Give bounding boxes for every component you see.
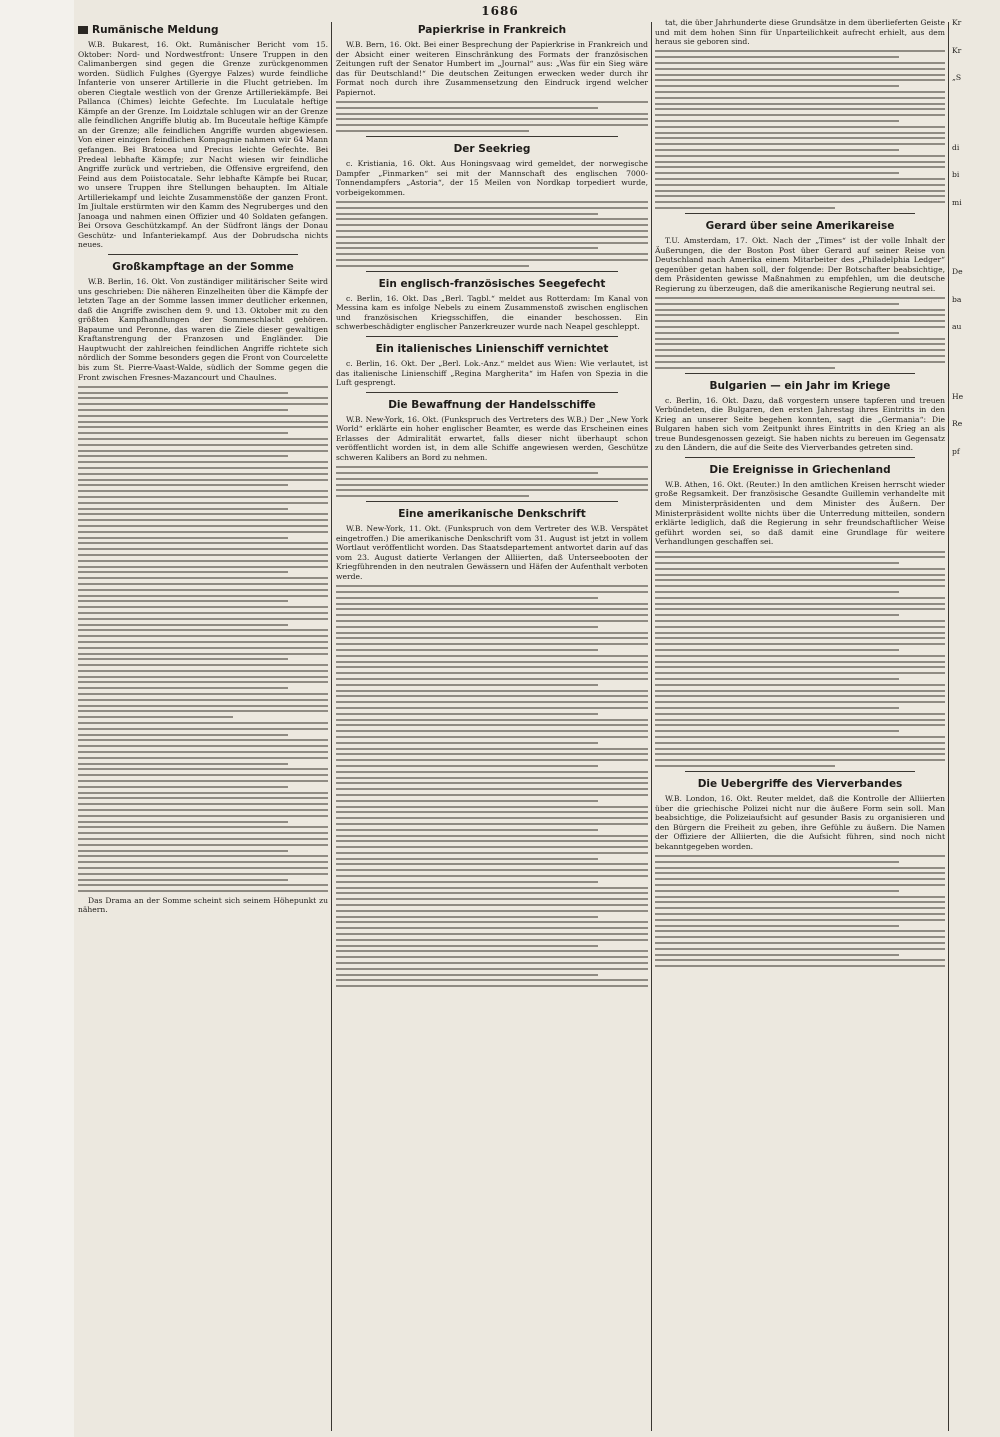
article-text: T.U. Amsterdam, 17. Okt. Nach der „Times“ ist der volle Inhalt der Äußerungen, die der Boston Post über Gerard auf seiner Reise von Deutschland nach Amerika einem Mitarbeiter des „Philadelphia Ledger“ gegenüber getan haben soll, der folgende: Der Botschafter beabsichtige, dem Präsidenten gewisse Maßnahmen zu empfehlen, um die deutsche Regierung zu überzeugen, daß die amerikanische Regierung neutral sei. (655, 235, 945, 293)
divider (366, 271, 618, 272)
divider (366, 136, 618, 137)
article-text: W.B. New-York, 11. Okt. (Funkspruch von dem Vertreter des W.B. Verspätet eingetroffen.) Die amerikanische Denkschrift vom 31. August ist jetzt in vollem Wortlaut veröffentlicht worden. Das Staatsdepartement antwortet darin auf das vom 23. August datierte Verlangen der Alliierten, daß Unterseebooten der Kriegführenden in den neutralen Gewässern und Häfen der Aufenthalt verboten werde. (336, 524, 648, 581)
article-continuation (655, 551, 945, 767)
article-continuation (336, 101, 648, 132)
article-continuation (655, 855, 945, 967)
headline-grosskampftage: Großkampftage an der Somme (112, 261, 294, 274)
headline-griechenland: Die Ereignisse in Griechenland (709, 463, 891, 476)
article-text: W.B. Athen, 16. Okt. (Reuter.) In den amtlichen Kreisen herrscht wieder große Regsamkeit. Der französische Gesandte Guillemin verhandelte mit dem Ministerpräsidenten und dem Minister des Äußern. Der Ministerpräsident wollte nichts über die Unterredung mitteilen, sondern erklärte lediglich, daß die Regierung in sehr freundschaftlicher Weise geführt worden sei, so daß damit eine Grundlage für weitere Verhandlungen geschaffen sei. (655, 479, 945, 547)
divider (685, 373, 915, 374)
article-text: tat, die über Jahrhunderte diese Grundsätze in dem überlieferten Geiste und mit dem hohen Sinn für Unparteilichkeit aufrecht erhielt, aus dem heraus sie geboren sind. (655, 18, 945, 47)
column-4-cutoff (952, 18, 1000, 1431)
page-margin (0, 0, 74, 1437)
edge-fragment: De (952, 267, 963, 277)
article-continuation (655, 50, 945, 209)
headline-bulgarien: Bulgarien — ein Jahr im Kriege (709, 379, 891, 392)
article-text: c. Berlin, 16. Okt. Das „Berl. Tagbl.“ meldet aus Rotterdam: Im Kanal von Messina kam es infolge Nebels zu einem Zusammenstoß zwischen englischen und französischen Kriegsschiffen, die einander beschossen. Ein schwerbeschädigter englischer Panzerkreuzer wurde nach Neapel geschleppt. (336, 293, 648, 332)
column-1 (78, 18, 328, 1431)
divider (366, 392, 618, 393)
article-continuation (78, 386, 328, 892)
divider (685, 457, 915, 458)
article-text: c. Berlin, 16. Okt. Dazu, daß vorgestern unsere tapferen und treuen Verbündeten, die Bulgaren, den ersten Jahrestag ihres Eintritts in den Krieg an unserer Seite begehen konnten, sagt die „Germania“: Die Bulgaren haben sich vom Zeitpunkt ihres Eintritts in den Krieg an als treue Bundesgenossen gezeigt. Sie haben nichts zu bereuen im Gegensatz zu den Ländern, die auf die Seite des Vierverbandes getreten sind. (655, 395, 945, 453)
headline-linienschiff: Ein italienisches Linienschiff vernichtet (375, 343, 609, 355)
page-number: 1686 (481, 4, 519, 18)
column-rule (331, 22, 332, 1431)
edge-fragment: pf (952, 447, 960, 457)
edge-fragment: Kr (952, 18, 962, 27)
headline-rumaenische-meldung: Rumänische Meldung (78, 24, 328, 36)
article-continuation (655, 297, 945, 369)
column-2 (336, 18, 648, 1431)
article-text: W.B. New-York, 16. Okt. (Funkspruch des Vertreters des W.B.) Der „New York World“ erklärte ein hoher englischer Beamter, es werde das Erscheinen eines Erlasses der Admiralität erwartet, falls dieser nicht überhaupt schon veröffentlicht worden ist, in dem alle Schiffe angewiesen werden, Geschütze schweren Kalibers an Bord zu nehmen. (336, 414, 648, 462)
article-continuation (336, 201, 648, 267)
headline-seegefecht: Ein englisch-französisches Seegefecht (378, 277, 606, 290)
headline-uebergriffe: Die Uebergriffe des Vierverbandes (697, 777, 903, 790)
article-text: c. Berlin, 16. Okt. Der „Berl. Lok.-Anz.“ meldet aus Wien: Wie verlautet, ist das italienische Linienschiff „Regina Margherita“ im Hafen von Spezia in die Luft gesprengt. (336, 359, 648, 388)
headline-bewaffnung: Die Bewaffnung der Handelsschiffe (388, 398, 596, 411)
divider (366, 336, 618, 337)
article-continuation (336, 466, 648, 497)
headline-gerard: Gerard über seine Amerikareise (705, 219, 895, 232)
divider (685, 213, 915, 214)
edge-fragments (952, 18, 1000, 457)
article-text: W.B. Bern, 16. Okt. Bei einer Besprechung der Papierkrise in Frankreich und der Absicht einer weiteren Einschränkung des Formats der französischen Zeitungen ruft der Senator Humbert im „Journal“ aus: „Was für ein Sieg wäre das für Deutschland!“ Die deutschen Zeitungen erwecken weder durch ihr Format noch durch ihre Zusammensetzung den Eindruck irgend welcher Papiernot. (336, 40, 648, 97)
edge-fragment: di (952, 142, 960, 152)
divider (366, 501, 618, 502)
divider (685, 771, 915, 772)
edge-fragment: „S (952, 73, 962, 83)
article-text: c. Kristiania, 16. Okt. Aus Honingsvaag wird gemeldet, der norwegische Dampfer „Finmarken“ sei mit der Mannschaft des englischen 7000-Tonnendampfers „Astoria“, der 15 Meilen von Nordkap torpediert wurde, vorbeigekommen. (336, 159, 648, 197)
article-continuation (336, 585, 648, 987)
column-rule (651, 22, 652, 1431)
column-3 (655, 18, 945, 1431)
article-text-end: Das Drama an der Somme scheint sich seinem Höhepunkt zu nähern. (78, 895, 328, 915)
edge-fragment: au (952, 322, 962, 332)
headline-seekrieg: Der Seekrieg (453, 143, 531, 156)
article-text: W.B. Berlin, 16. Okt. Von zuständiger militärischer Seite wird uns geschrieben: Die näheren Einzelheiten über die Kämpfe der letzten Tage an der Somme lassen immer deutlicher erkennen, daß die Angriffe zwischen dem 9. und 13. Oktober mit zu den größten Kampfhandlungen der Sommeschlacht gehören. Bapaume und Peronne, das waren die Ziele dieser gewaltigen Kraftanstrengung der Franzosen und Engländer. Die Hauptwucht der zahlreichen feindlichen Angriffe richtete sich nördlich der Somme besonders gegen die Front von Courcelette bis zum St. Pierre-Vaast-Walde, südlich der Somme gegen die Front zwischen Fresnes-Mazancourt und Chaulnes. (78, 277, 328, 382)
headline-denkschrift: Eine amerikanische Denkschrift (398, 508, 586, 521)
article-text: W.B. Bukarest, 16. Okt. Rumänischer Bericht vom 15. Oktober: Nord- und Nordwestfront: Unsere Truppen in den Calimanbergen sind gegen die Grenze zurückgenommen worden. Südlich Fulghes (Gyergye Falzes) wurde feindliche Infanterie von unserer Artillerie in die Flucht getrieben. Im oberen Ciegtale westlich von der Grenze Artilleriekämpfe. Bei Pallanca (Chimes) leichte Gefechte. Im Luculatale heftige Kämpfe an der Grenze. Im Loidztale schlugen wir an der Grenze alle feindlichen Angriffe blutig ab. Im Buceutale heftige Kämpfe an der Grenze; alle feindlichen Angriffe wurden abgewiesen. Von einer einzigen feindlichen Kompagnie nahmen wir 64 Mann gefangen. Bei Bratocea und Precius leichte Gefechte. Bei Predeal lebhafte Kämpfe; zur Nacht wiesen wir feindliche Angriffe zurück und vertrieben, die Offensive ergreifend, den Feind aus dem Poiistocatale. Sehr lebhafte Kämpfe bei Rucar, wo unsere Truppen ihre Stellungen behaupten. Im Altiale Artilleriekampf und leichte Zusammenstöße der ganzen Front. Im Jiultale erstürmten wir den Kamm des Negruberges und den Janoaga und nahmen einen Offizier und 40 Soldaten gefangen. Bei Orsova Geschützkampf. An der Südfront längs der Donau Geschütz- und Infanteriekampf. Aus der Dobrudscha nichts neues. (78, 40, 328, 250)
edge-fragment: He (952, 391, 964, 401)
article-text: W.B. London, 16. Okt. Reuter meldet, daß die Kontrolle der Alliierten über die griechische Polizei nicht nur die äußere Form sein soll. Man beabsichtige, die Polizeiaufsicht auf gesunder Basis zu organisieren und den Bürgern die Freiheit zu geben, ihre Gefühle zu äußern. Die Namen der Offiziere der Alliierten, die die Aufsicht führen, sind noch nicht bekanntgegeben worden. (655, 793, 945, 851)
edge-fragment: ba (952, 294, 962, 304)
divider (108, 254, 298, 255)
edge-fragment: mi (952, 197, 962, 207)
edge-fragment: Kr (952, 45, 962, 55)
edge-fragment: Re (952, 419, 963, 429)
edge-fragment: bi (952, 170, 960, 180)
flag-icon (78, 26, 88, 34)
column-rule (948, 22, 949, 1431)
headline-papierkrise: Papierkrise in Frankreich (417, 24, 567, 36)
